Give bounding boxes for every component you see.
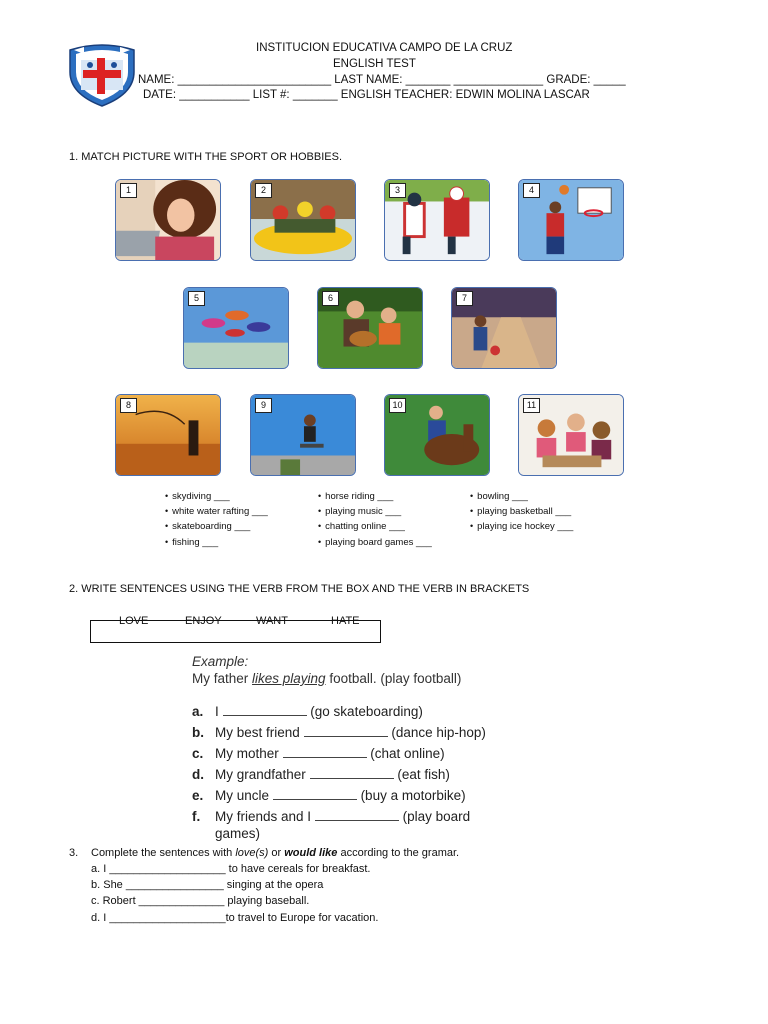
example-verb: likes playing (252, 671, 326, 686)
section2-title: 2. WRITE SENTENCES USING THE VERB FROM THE BOX AND THE VERB IN BRACKETS (69, 583, 530, 595)
sentence-item-b: b. My best friend (dance hip-hop) (192, 725, 486, 740)
option-item: • playing basketball ___ (470, 506, 572, 517)
picture-6 (317, 287, 423, 369)
picture-number: 10 (389, 398, 406, 413)
option-item: • white water rafting ___ (165, 506, 268, 517)
option-item: • playing ice hockey ___ (470, 521, 574, 532)
school-name: INSTITUCION EDUCATIVA CAMPO DE LA CRUZ (256, 42, 513, 54)
section3-line-c: c. Robert ______________ playing baseball. (91, 895, 310, 907)
picture-number: 9 (255, 398, 272, 413)
picture-8 (115, 394, 221, 476)
verb-hate: HATE (331, 615, 360, 627)
student-info-line: NAME: ________________________ LAST NAME: _______ ______________ GRADE: _____ (138, 74, 626, 86)
school-logo (64, 42, 140, 108)
verb-enjoy: ENJOY (185, 615, 222, 627)
test-title: ENGLISH TEST (333, 58, 416, 70)
option-item: • playing music ___ (318, 506, 402, 517)
picture-11 (518, 394, 624, 476)
picture-4 (518, 179, 624, 261)
picture-number: 6 (322, 291, 339, 306)
picture-number: 3 (389, 183, 406, 198)
sentence-item-e: e. My uncle (buy a motorbike) (192, 788, 466, 803)
picture-3 (384, 179, 490, 261)
option-item: • skateboarding ___ (165, 521, 251, 532)
section3-line-b: b. She ________________ singing at the opera (91, 879, 324, 891)
example-sentence: My father likes playing football. (play football) (192, 671, 462, 686)
section3-line-a: a. I ___________________ to have cereals for breakfast. (91, 863, 371, 875)
date-list-teacher-line: DATE: ___________ LIST #: _______ ENGLISH TEACHER: EDWIN MOLINA LASCAR (143, 89, 590, 101)
option-item: • skydiving ___ (165, 491, 230, 502)
picture-10 (384, 394, 490, 476)
section3-title: 3. Complete the sentences with love(s) or would like according to the gramar. (69, 847, 460, 859)
sentence-item-f-continuation: games) (215, 826, 261, 841)
picture-9 (250, 394, 356, 476)
option-item: • fishing ___ (165, 537, 219, 548)
picture-number: 11 (523, 398, 540, 413)
picture-7 (451, 287, 557, 369)
picture-number: 7 (456, 291, 473, 306)
sentence-item-d: d. My grandfather (eat fish) (192, 767, 450, 782)
picture-number: 8 (120, 398, 137, 413)
sentence-item-f: f. My friends and I (play board (192, 809, 471, 824)
example-label: Example: (192, 654, 249, 669)
picture-number: 4 (523, 183, 540, 198)
option-item: • chatting online ___ (318, 521, 405, 532)
picture-2 (250, 179, 356, 261)
sentence-item-c: c. My mother (chat online) (192, 746, 445, 761)
verb-love: LOVE (119, 615, 149, 627)
section1-title: 1. MATCH PICTURE WITH THE SPORT OR HOBBIES. (69, 151, 342, 163)
option-item: • horse riding ___ (318, 491, 394, 502)
picture-number: 2 (255, 183, 272, 198)
sentence-item-a: a. I (go skateboarding) (192, 704, 423, 719)
option-item: • bowling ___ (470, 491, 528, 502)
picture-5 (183, 287, 289, 369)
picture-number: 5 (188, 291, 205, 306)
verb-want: WANT (256, 615, 288, 627)
section3-line-d: d. I ___________________to travel to Europe for vacation. (91, 912, 379, 924)
picture-1 (115, 179, 221, 261)
picture-number: 1 (120, 183, 137, 198)
option-item: • playing board games ___ (318, 537, 432, 548)
